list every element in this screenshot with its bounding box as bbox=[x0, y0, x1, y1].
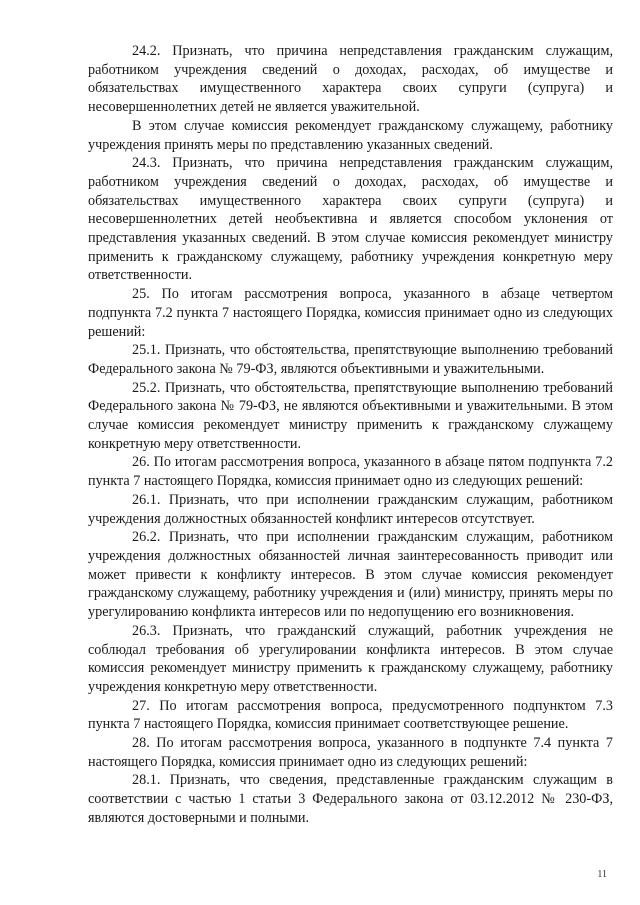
paragraph-24-2: 24.2. Признать, что причина непредставления гражданским служащим, работником учреждения сведений о доходах, расходах, об имуществе и обязательствах имущественного характера своих супруги (супруга) и несовершеннолетних детей не является уважительной. bbox=[88, 43, 613, 116]
paragraph-25-1: 25.1. Признать, что обстоятельства, препятствующие выполнению требований Федерального закона № 79-ФЗ, являются объективными и уважительными. bbox=[88, 342, 613, 377]
paragraph-25-2: 25.2. Признать, что обстоятельства, препятствующие выполнению требований Федерального закона № 79-ФЗ, не являются объективными и уважительными. В этом случае комиссия рекомендует министру применить к гражданскому служащему конкретную меру ответственности. bbox=[88, 379, 613, 452]
paragraph-24-3: 24.3. Признать, что причина непредставления гражданским служащим, работником учреждения сведений о доходах, расходах, об имуществе и обязательствах имущественного характера своих супруги (супруга) и несовершеннолетних детей необъективна и является способом уклонения от представления указанных сведений. В этом случае комиссия рекомендует министру применить к гражданскому служащему, работнику учреждения конкретную меру ответственности. bbox=[88, 155, 613, 284]
paragraph-24-2-recommendation: В этом случае комиссия рекомендует гражданскому служащему, работнику учреждения принять меры по представлению указанных сведений. bbox=[88, 117, 613, 153]
page-number: 11 bbox=[597, 869, 607, 881]
document-body bbox=[88, 42, 613, 828]
paragraph-28: 28. По итогам рассмотрения вопроса, указанного в подпункте 7.4 пункта 7 настоящего Порядка, комиссия принимает одно из следующих решений: bbox=[88, 735, 613, 770]
paragraph-28-1: 28.1. Признать, что сведения, представленные гражданским служащим в соответствии с частью 1 статьи 3 Федерального закона от 03.12.2012 № 230-ФЗ, являются достоверными и полными. bbox=[88, 772, 613, 826]
paragraph-27: 27. По итогам рассмотрения вопроса, предусмотренного подпунктом 7.3 пункта 7 настоящего Порядка, комиссия принимает соответствующее решение. bbox=[88, 697, 613, 733]
paragraph-26: 26. По итогам рассмотрения вопроса, указанного в абзаце пятом подпункта 7.2 пункта 7 настоящего Порядка, комиссия принимает одно из следующих решений: bbox=[88, 454, 613, 490]
paragraph-26-2: 26.2. Признать, что при исполнении гражданским служащим, работником учреждения должностных обязанностей личная заинтересованность приводит или может привести к конфликту интересов. В этом случае комиссия рекомендует гражданскому служащему, работнику учреждения и (или) министру, принять меры по урегулированию конфликта интересов или по недопущению его возникновения. bbox=[88, 529, 613, 621]
paragraph-25: 25. По итогам рассмотрения вопроса, указанного в абзаце четвертом подпункта 7.2 пункта 7 настоящего Порядка, комиссия принимает одно из следующих решений: bbox=[88, 286, 613, 340]
paragraph-26-3: 26.3. Признать, что гражданский служащий, работник учреждения не соблюдал требования об урегулировании конфликта интересов. В этом случае комиссия рекомендует министру применить к гражданскому служащему, работнику учреждения конкретную меру ответственности. bbox=[88, 622, 613, 695]
paragraph-26-1: 26.1. Признать, что при исполнении гражданским служащим, работником учреждения должностных обязанностей конфликт интересов отсутствует. bbox=[88, 491, 613, 527]
